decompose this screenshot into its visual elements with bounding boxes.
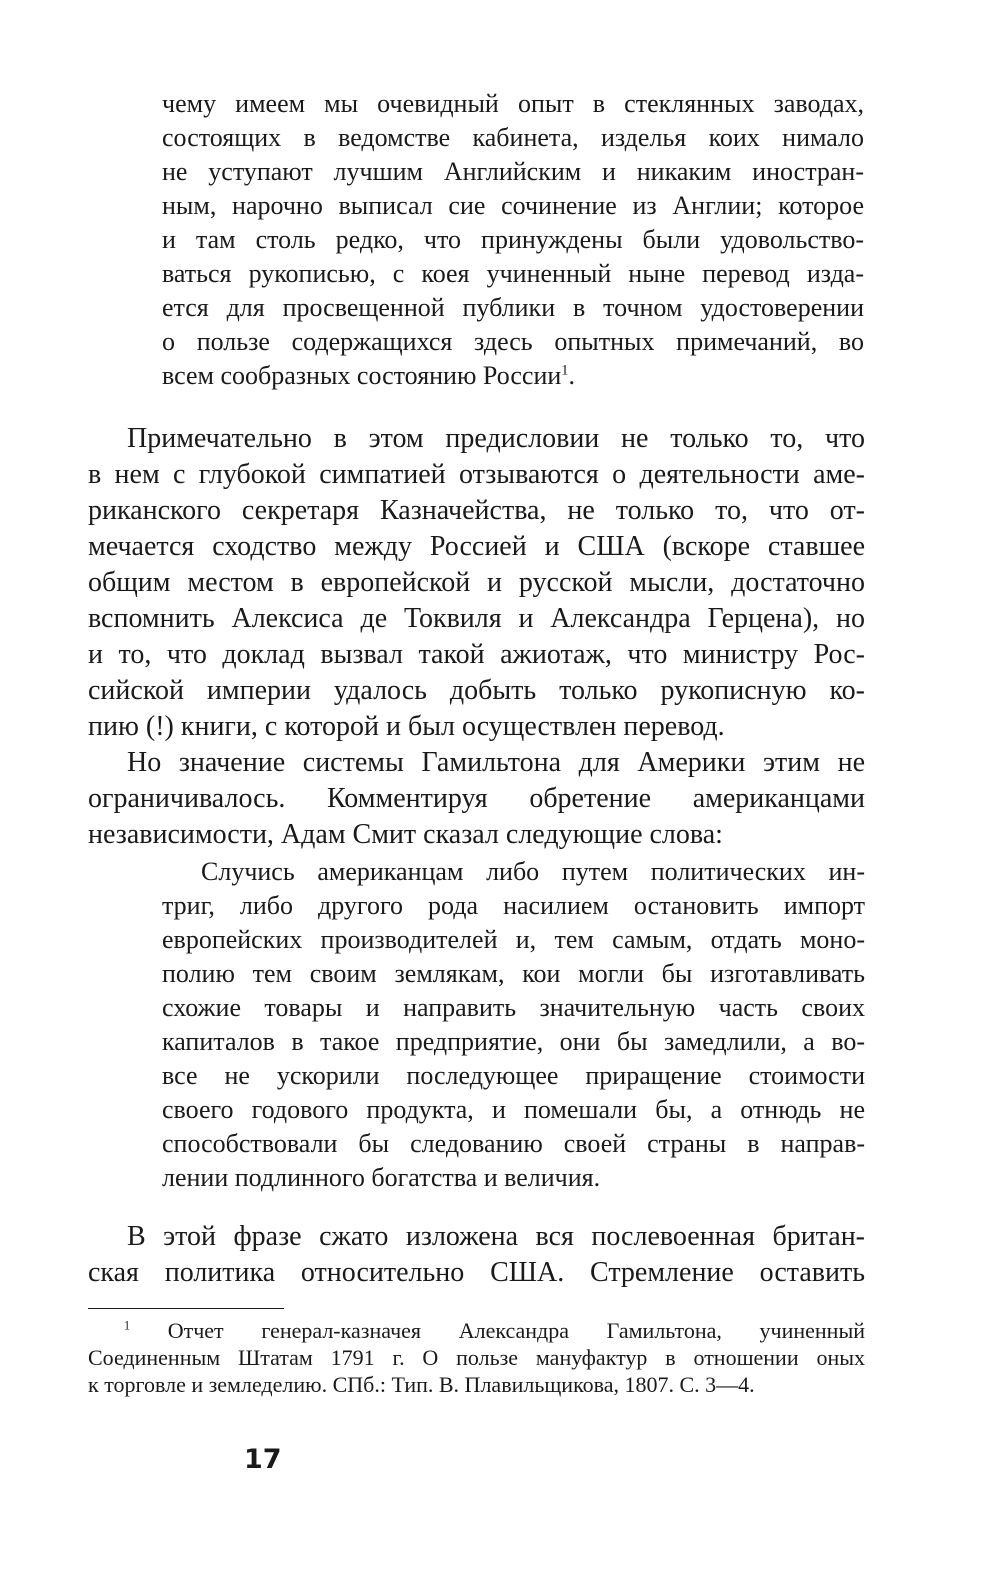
text-line: своего годового продукта, и помешали бы, а отнюдь не bbox=[162, 1095, 865, 1124]
text-line: мечается сходство между Россией и США (вскоре ставшее bbox=[88, 531, 865, 562]
text-line: о пользе содержащихся здесь опытных примечаний, во bbox=[162, 327, 864, 356]
text-line: чему имеем мы очевидный опыт в стеклянных заводах, bbox=[162, 89, 864, 118]
text-line: всем сообразных состоянию России bbox=[162, 361, 562, 390]
text-line: Но значение системы Гамильтона для Америки этим не bbox=[127, 747, 865, 778]
text-line: европейских производителей и, тем самым, отдать моно- bbox=[162, 925, 865, 954]
text-line: ваться рукописью, с коея учиненный ныне перевод изда- bbox=[162, 259, 864, 288]
page-number: 17 bbox=[244, 1444, 282, 1475]
text-line: и то, что доклад вызвал такой ажиотаж, что министру Рос- bbox=[88, 639, 865, 670]
text-line: способствовали бы следованию своей страны в направ- bbox=[162, 1129, 865, 1158]
text-line: в нем с глубокой симпатией отзываются о деятельности аме- bbox=[88, 459, 865, 490]
text-line: риканского секретаря Казначейства, не только то, что от- bbox=[88, 495, 865, 526]
text-line: ограничивалось. Комментируя обретение американцами bbox=[88, 783, 865, 814]
footnote-marker[interactable]: 1 bbox=[561, 362, 569, 379]
text-line: общим местом в европейской и русской мысли, достаточно bbox=[88, 567, 865, 598]
text-line: к торговле и земледелию. СПб.: Тип. В. Плавильщикова, 1807. С. 3—4. bbox=[88, 1372, 755, 1397]
text-line-last bbox=[162, 359, 864, 393]
text-line: сийской империи удалось добыть только рукописную ко- bbox=[88, 675, 865, 706]
text-line: Примечательно в этом предисловии не только то, что bbox=[127, 423, 865, 454]
text-line: лении подлинного богатства и величия. bbox=[162, 1163, 601, 1192]
text-line: пию (!) книги, с которой и был осуществлен перевод. bbox=[88, 711, 725, 742]
text-line: вспомнить Алексиса де Токвиля и Александра Герцена), но bbox=[88, 603, 865, 634]
text-line: состоящих в ведомстве кабинета, изделья коих нимало bbox=[162, 123, 864, 152]
footnote-marker: 1 bbox=[124, 1318, 131, 1333]
text-line: ская политика относительно США. Стремление оставить bbox=[88, 1257, 865, 1288]
text-line: Отчет генерал-казначея Александра Гамильтона, учиненный bbox=[167, 1318, 865, 1343]
text-line: триг, либо другого рода насилием остановить импорт bbox=[162, 891, 865, 920]
text-line: Случись американцам либо путем политических ин- bbox=[201, 857, 865, 886]
text-line: не уступают лучшим Английским и никаким иностран- bbox=[162, 157, 864, 186]
text-line: ным, нарочно выписал сие сочинение из Англии; которое bbox=[162, 191, 864, 220]
text-line: ется для просвещенной публики в точном удостоверении bbox=[162, 293, 864, 322]
text-line: все не ускорили последующее приращение стоимости bbox=[162, 1061, 865, 1090]
footnote-separator bbox=[88, 1308, 284, 1309]
footnote-line bbox=[124, 1317, 865, 1344]
text-line: Соединенным Штатам 1791 г. О пользе мануфактур в отношении оных bbox=[88, 1345, 865, 1370]
text-line: полию тем своим землякам, кои могли бы изготавливать bbox=[162, 959, 865, 988]
text-line: В этой фразе сжато изложена вся послевоенная британ- bbox=[127, 1221, 865, 1252]
text-line: капиталов в такое предприятие, они бы замедлили, а во- bbox=[162, 1027, 865, 1056]
text-line: независимости, Адам Смит сказал следующие слова: bbox=[88, 819, 723, 850]
text-line: схожие товары и направить значительную часть своих bbox=[162, 993, 865, 1022]
period: . bbox=[568, 361, 575, 390]
text-line: и там столь редко, что принуждены были удовольство- bbox=[162, 225, 864, 254]
